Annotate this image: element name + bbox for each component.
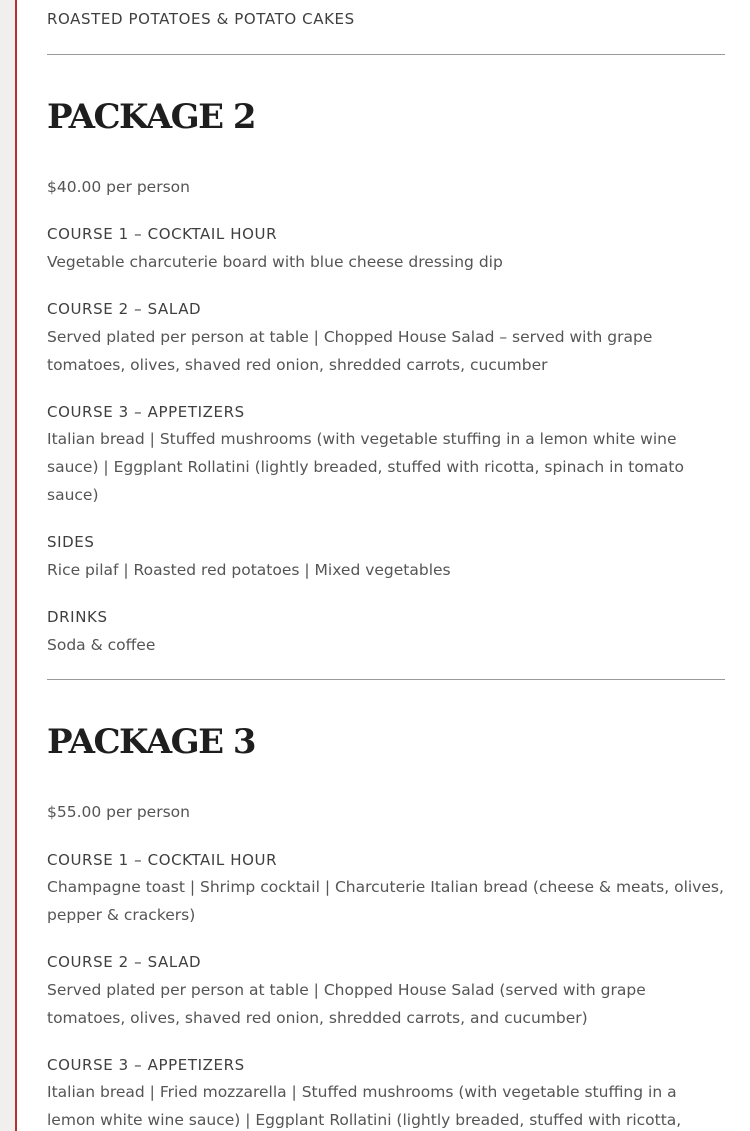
package-3-price: $55.00 per person: [47, 803, 190, 821]
left-accent-rule: [15, 0, 17, 1131]
package-2-course-2-text: Served plated per person at table | Chopped House Salad – served with grape tomatoes, olives, shaved red onion, shredded carrots, cucumber: [47, 328, 653, 374]
package-2-sides-label: SIDES: [47, 533, 95, 551]
section-divider: [47, 54, 725, 55]
top-item-label: ROASTED POTATOES & POTATO CAKES: [47, 10, 355, 28]
package-3-course-2-text: Served plated per person at table | Chopped House Salad (served with grape tomatoes, olives, shaved red onion, shredded carrots, and cucumber): [47, 981, 646, 1027]
package-2-course-1-label: COURSE 1 – COCKTAIL HOUR: [47, 225, 278, 243]
package-2-drinks-label: DRINKS: [47, 608, 108, 626]
package-2-price: $40.00 per person: [47, 178, 190, 196]
left-gutter: [0, 0, 15, 1131]
package-2-course-3-text: Italian bread | Stuffed mushrooms (with vegetable stuffing in a lemon white wine sauce) | Eggplant Rollatini (lightly breaded, stuffed with ricotta, spinach in tomato sauce): [47, 430, 684, 504]
package-2-drinks-text: Soda & coffee: [47, 636, 156, 654]
package-2-course-1-text: Vegetable charcuterie board with blue cheese dressing dip: [47, 253, 503, 271]
package-2-title: PACKAGE 2: [47, 97, 256, 137]
package-2-course-2-label: COURSE 2 – SALAD: [47, 300, 202, 318]
package-3-course-1-label: COURSE 1 – COCKTAIL HOUR: [47, 851, 278, 869]
package-3-course-3-label: COURSE 3 – APPETIZERS: [47, 1056, 245, 1074]
package-2-sides-text: Rice pilaf | Roasted red potatoes | Mixed vegetables: [47, 561, 451, 579]
package-3-title: PACKAGE 3: [47, 722, 256, 762]
package-3-course-3-text: Italian bread | Fried mozzarella | Stuffed mushrooms (with vegetable stuffing in a lemon white wine sauce) | Eggplant Rollatini (lightly breaded, stuffed with ricotta,: [47, 1083, 682, 1129]
section-divider: [47, 679, 725, 680]
package-2-course-3-label: COURSE 3 – APPETIZERS: [47, 403, 245, 421]
package-3-course-1-text: Champagne toast | Shrimp cocktail | Charcuterie Italian bread (cheese & meats, olives, pepper & crackers): [47, 878, 724, 924]
package-3-course-2-label: COURSE 2 – SALAD: [47, 953, 202, 971]
